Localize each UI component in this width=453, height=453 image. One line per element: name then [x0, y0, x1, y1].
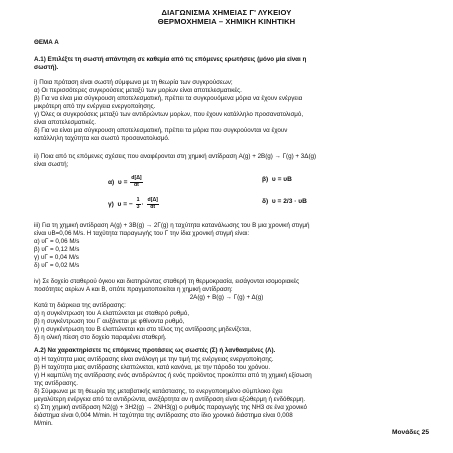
q-iii-option-b: β) υΓ = 0,12 M/s: [34, 246, 80, 253]
q-ii-option-d: δ) υ = 2/3 · υB: [262, 198, 307, 205]
q-iii-option-d: δ) υΓ = 0,02 M/s: [34, 262, 80, 269]
a2-statement-e-cont2: M/min.: [34, 420, 53, 427]
a2-statement-c: γ) Η καμπύλη της αντίδρασης ενός αντιδρώντος ή ενός προϊόντος προκύπτει από τη χημική εξίσωση: [34, 372, 312, 379]
q-i-option-a: α) Οι περισσότερες συγκρούσεις μεταξύ των μορίων είναι αποτελεσματικές.: [34, 87, 242, 94]
q-ii-stem: ii) Ποια από τις επόμενες σχέσεις που αναφέρονται στη χημική αντίδραση A(g) + 2B(g) → Γ(g) + 3Δ(g): [34, 153, 317, 160]
q-i-option-d-cont: κατάλληλη ταχύτητα και σωστό προσανατολισμό.: [34, 135, 170, 142]
q-ii-option-a: α) υ = $\frac{d[\Delta]}{dt}$: [108, 175, 142, 188]
q-iii-stem: iii) Για τη χημική αντίδραση A(g) + 3B(g) → 2Γ(g) η ταχύτητα κατανάλωσης του B μια χρονική στιγμή: [34, 222, 310, 229]
q-i-option-d: δ) Για να είναι μια σύγκρουση αποτελεσματική, πρέπει τα μόρια που συγκρούονται να έχουν: [34, 127, 288, 134]
a1-instruction-cont: σωστή).: [34, 64, 59, 71]
q-i-option-b: β) Για να είναι μια σύγκρουση αποτελεσματική, πρέπει τα συγκρουόμενα μόρια να έχουν ενέργεια: [34, 95, 303, 102]
q-iv-option-b: β) η συγκέντρωση του Γ αυξάνεται με φθίνοντα ρυθμό,: [34, 318, 185, 325]
exam-title: ΔΙΑΓΩΝΙΣΜΑ ΧΗΜΕΙΑΣ Γ' ΛΥΚΕΙΟΥ: [161, 8, 292, 17]
q-iii-stem-cont: είναι υB=0,06 M/s. Η ταχύτητα παραγωγής του Γ την ίδια χρονική στιγμή είναι:: [34, 230, 250, 237]
q-ii-stem-cont: είναι σωστή;: [34, 161, 69, 168]
a2-statement-d-cont: μεγαλύτερη ενέργεια από τα αντιδρώντα, ανεξάρτητα αν η αντίδραση είναι εξώθερμη ή ενδόθερμη.: [34, 396, 306, 403]
a2-statement-b: β) Η ταχύτητα μιας αντίδρασης ελαττώνεται, κατά κανόνα, με την πάροδο του χρόνου.: [34, 364, 271, 371]
a2-statement-a: α) Η ταχύτητα μιας αντίδρασης είναι ανάλογη με την τιμή της ενέργειας ενεργοποίησης.: [34, 356, 274, 363]
a2-statement-c-cont: της αντίδρασης.: [34, 380, 79, 387]
q-i-option-c-cont: είναι αποτελεσματικές.: [34, 119, 97, 126]
q-iv-stem-cont: ποσότητες αερίων A και B, οπότε πραγματοποιείται η χημική αντίδραση:: [34, 286, 233, 293]
a2-instruction: Α.2) Να χαρακτηρίσετε τις επόμενες προτάσεις ως σωστές (Σ) ή λανθασμένες (Λ).: [34, 347, 276, 354]
theme-heading: ΘΕΜΑ Α: [34, 39, 59, 46]
a2-statement-e: ε) Στη χημική αντίδραση N2(g) + 3H2(g) → 2NH3(g) ο ρυθμός παραγωγής της NH3 σε ένα χρονικό: [34, 404, 307, 411]
q-iv-option-c: γ) η συγκέντρωση του B ελαττώνεται και στο τέλος της αντίδρασης μηδενίζεται,: [34, 326, 251, 333]
a2-statement-d: δ) Σύμφωνα με τη θεωρία της μεταβατικής κατάστασης, το ενεργοποιημένο σύμπλοκο έχει: [34, 388, 283, 395]
q-i-stem: i) Ποια πρόταση είναι σωστή σύμφωνα με τη θεωρία των συγκρούσεων;: [34, 79, 233, 86]
q-iii-option-a: α) υΓ = 0,06 M/s: [34, 238, 80, 245]
a2-statement-e-cont: διάστημα είναι 0,004 M/min. Η ταχύτητα της αντίδρασης στο ίδιο χρονικό διάστημα είναι 0,008: [34, 412, 293, 419]
q-iii-option-c: γ) υΓ = 0,04 M/s: [34, 254, 79, 261]
exam-subtitle: ΘΕΡΜΟΧΗΜΕΙΑ – ΧΗΜΙΚΗ ΚΙΝΗΤΙΚΗ: [157, 17, 296, 26]
a1-instruction: Α.1) Επιλέξτε τη σωστή απάντηση σε καθεμία από τις επόμενες ερωτήσεις (μόνο μία είναι η: [34, 56, 307, 63]
q-i-option-c: γ) Όλες οι συγκρούσεις μεταξύ των αντιδρώντων μορίων, που έχουν κατάλληλο προσανατολισμό,: [34, 111, 304, 118]
q-ii-option-b: β) υ = υB: [262, 176, 292, 183]
q-ii-option-c: γ) υ = − $\frac{1}{3}$ · $\frac{d[\Delta]}{dt}$: [108, 197, 158, 210]
q-iv-stem-2: Κατά τη διάρκεια της αντίδρασης:: [34, 302, 126, 309]
marks-label: Μονάδες 25: [392, 429, 429, 436]
q-i-option-b-cont: μικρότερη από την ενέργεια ενεργοποίησης.: [34, 103, 156, 110]
q-iv-reaction: 2A(g) + B(g) → Γ(g) + Δ(g): [189, 294, 264, 301]
q-iv-option-a: α) η συγκέντρωση του A ελαττώνεται με σταθερό ρυθμό,: [34, 310, 190, 317]
q-iv-option-d: δ) η ολική πίεση στο δοχείο παραμένει σταθερή.: [34, 334, 167, 341]
q-iv-stem: iv) Σε δοχείο σταθερού όγκου και διατηρώντας σταθερή τη θερμοκρασία, εισάγονται ισομοριακές: [34, 278, 300, 285]
